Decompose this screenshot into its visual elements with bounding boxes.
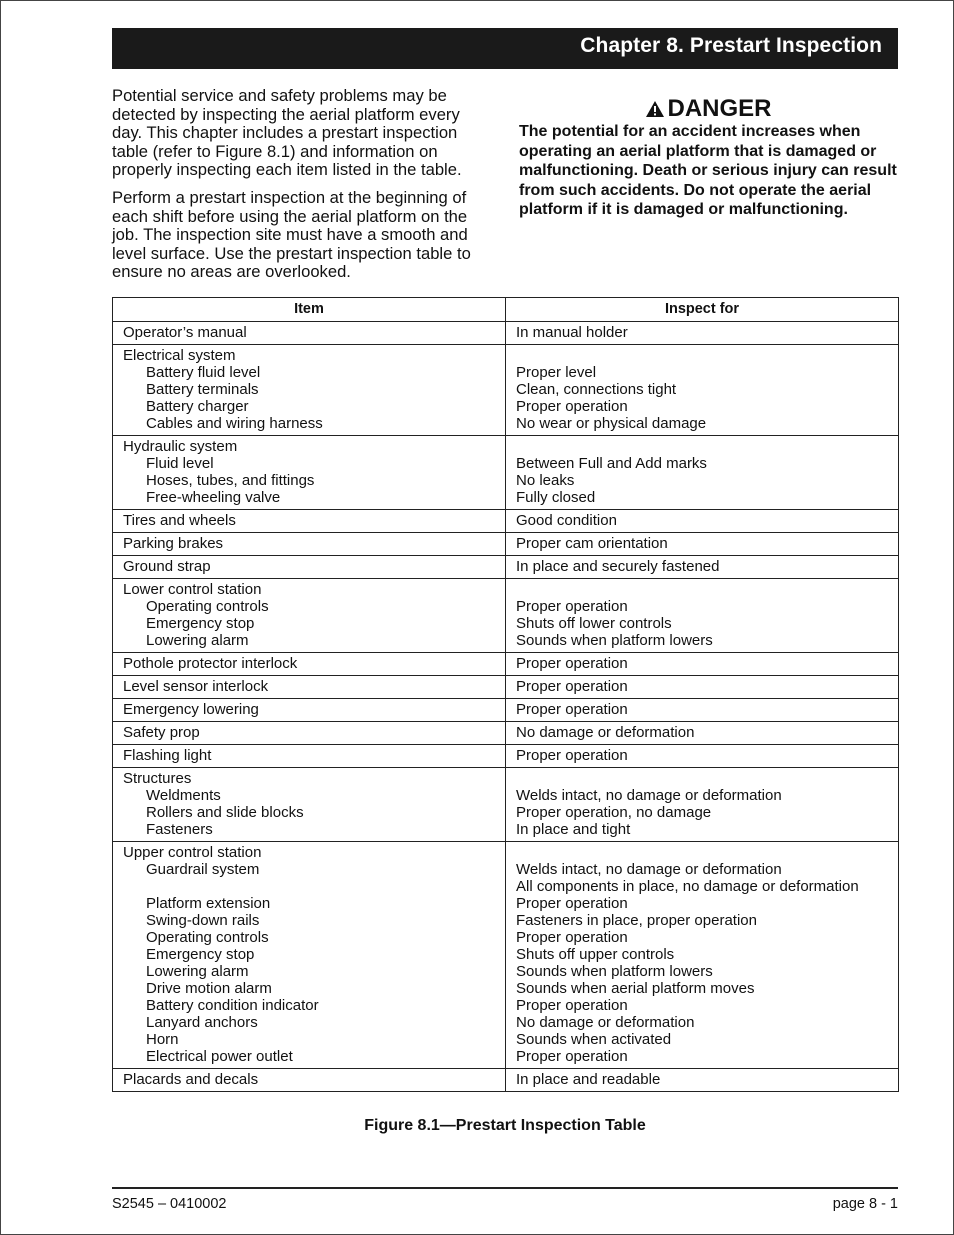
- item-label: Electrical system: [123, 347, 236, 364]
- sub-item-label: Drive motion alarm: [146, 980, 272, 997]
- item-label: Operator’s manual: [123, 324, 247, 341]
- table-row: [113, 842, 899, 1069]
- danger-text: The potential for an accident increases when operating an aerial platform that is damaged or malfunctioning. Death or serious injury can result from such accidents. Do not operate the aerial platform if it is damaged or malfunctioning.: [519, 123, 897, 218]
- inspect-criterion: In manual holder: [516, 324, 628, 341]
- item-cell: [113, 699, 506, 722]
- table-row: [113, 699, 899, 722]
- intro-paragraph-2: Perform a prestart inspection at the beginning of each shift before using the aerial platform on the job. The inspection site must have a smooth and level surface. Use the prestart inspection table to ensure no areas are overlooked.: [112, 187, 471, 282]
- item-cell: [113, 322, 506, 345]
- sub-item-label: Lowering alarm: [146, 963, 249, 980]
- sub-item-label: Weldments: [146, 787, 221, 804]
- inspect-criterion: No wear or physical damage: [516, 415, 707, 432]
- inspect-criterion: Proper operation: [516, 747, 628, 764]
- inspect-criterion: Fasteners in place, proper operation: [516, 912, 757, 929]
- inspect-cell: [506, 699, 899, 722]
- sub-item-label: Swing-down rails: [146, 912, 260, 929]
- table-row: [113, 510, 899, 533]
- inspect-criterion: Shuts off upper controls: [516, 946, 675, 963]
- page-number: page 8 - 1: [832, 1196, 898, 1212]
- inspect-criterion: Proper operation: [516, 895, 628, 912]
- inspect-cell: [506, 556, 899, 579]
- table-header-row: [113, 298, 899, 322]
- sub-item-label: Lowering alarm: [146, 632, 249, 649]
- inspect-criterion: Proper operation: [516, 997, 628, 1014]
- danger-notice: [519, 96, 904, 220]
- sub-item-label: Battery condition indicator: [146, 997, 319, 1014]
- sub-item-label: Emergency stop: [146, 615, 255, 632]
- inspect-criterion: Shuts off lower controls: [516, 615, 672, 632]
- sub-item-label: Operating controls: [146, 598, 269, 615]
- inspect-criterion: Good condition: [516, 512, 617, 529]
- item-label: Ground strap: [123, 558, 211, 575]
- inspect-criterion: Proper operation: [516, 655, 628, 672]
- inspect-criterion: Between Full and Add marks: [516, 455, 707, 472]
- sub-item-label: Battery terminals: [146, 381, 259, 398]
- intro-text: [112, 87, 490, 291]
- sub-item-label: Battery fluid level: [146, 364, 261, 381]
- inspect-criterion: In place and securely fastened: [516, 558, 720, 575]
- item-cell: [113, 345, 506, 436]
- table-row: [113, 722, 899, 745]
- item-label: Placards and decals: [123, 1071, 259, 1088]
- item-label: Emergency lowering: [123, 701, 259, 718]
- inspect-criterion: Proper cam orientation: [516, 535, 668, 552]
- sub-item-label: Cables and wiring harness: [146, 415, 323, 432]
- inspect-criterion: Proper level: [516, 364, 597, 381]
- inspect-cell: [506, 745, 899, 768]
- inspect-cell: [506, 768, 899, 842]
- sub-item-label: Free-wheeling valve: [146, 489, 281, 506]
- table-row: [113, 322, 899, 345]
- sub-item-label: Electrical power outlet: [146, 1048, 293, 1065]
- table-row: [113, 345, 899, 436]
- sub-item-label: Battery charger: [146, 398, 249, 415]
- inspect-cell: [506, 533, 899, 556]
- sub-item-label: [123, 878, 495, 895]
- sub-item-label: Horn: [146, 1031, 179, 1048]
- item-cell: [113, 533, 506, 556]
- sub-item-label: Operating controls: [146, 929, 269, 946]
- sub-item-label: Rollers and slide blocks: [146, 804, 304, 821]
- table-row: [113, 676, 899, 699]
- inspect-criterion: In place and readable: [516, 1071, 661, 1088]
- item-label: Safety prop: [123, 724, 200, 741]
- inspect-criterion: Clean, connections tight: [516, 381, 677, 398]
- inspect-cell: [506, 653, 899, 676]
- inspect-criterion: Sounds when platform lowers: [516, 963, 713, 980]
- prestart-inspection-table: [112, 297, 899, 1092]
- table-row: [113, 556, 899, 579]
- item-label: Upper control station: [123, 844, 262, 861]
- table-row: [113, 533, 899, 556]
- document-number: S2545 – 0410002: [112, 1196, 227, 1212]
- item-cell: [113, 436, 506, 510]
- inspect-criterion: No leaks: [516, 472, 575, 489]
- item-label: Lower control station: [123, 581, 262, 598]
- sub-item-label: Hoses, tubes, and fittings: [146, 472, 315, 489]
- table-row: [113, 579, 899, 653]
- danger-heading: DANGER: [667, 95, 772, 122]
- spacer: [516, 347, 888, 364]
- table-row: [113, 1069, 899, 1092]
- item-cell: [113, 510, 506, 533]
- item-cell: [113, 556, 506, 579]
- item-label: Level sensor interlock: [123, 678, 269, 695]
- inspect-criterion: Proper operation: [516, 929, 628, 946]
- inspect-criterion: Fully closed: [516, 489, 596, 506]
- spacer: [516, 844, 888, 861]
- table-row: [113, 653, 899, 676]
- inspect-criterion: Proper operation: [516, 398, 628, 415]
- item-label: Parking brakes: [123, 535, 224, 552]
- spacer: [516, 581, 888, 598]
- footer-rule: [112, 1187, 898, 1189]
- spacer: [516, 770, 888, 787]
- inspect-cell: [506, 722, 899, 745]
- item-cell: [113, 842, 506, 1069]
- item-cell: [113, 653, 506, 676]
- inspect-cell: [506, 579, 899, 653]
- inspect-criterion: Proper operation: [516, 598, 628, 615]
- item-label: Structures: [123, 770, 192, 787]
- figure-caption: Figure 8.1—Prestart Inspection Table: [364, 1117, 646, 1134]
- inspect-cell: [506, 322, 899, 345]
- inspect-criterion: In place and tight: [516, 821, 631, 838]
- item-cell: [113, 676, 506, 699]
- spacer: [516, 438, 888, 455]
- inspect-criterion: Proper operation: [516, 678, 628, 695]
- inspect-criterion: No damage or deformation: [516, 724, 695, 741]
- sub-item-label: Guardrail system: [146, 861, 260, 878]
- sub-item-label: Platform extension: [146, 895, 271, 912]
- chapter-title: Chapter 8. Prestart Inspection: [580, 34, 882, 57]
- inspect-criterion: Welds intact, no damage or deformation: [516, 787, 782, 804]
- inspect-criterion: Sounds when platform lowers: [516, 632, 713, 649]
- item-cell: [113, 722, 506, 745]
- inspect-cell: [506, 510, 899, 533]
- inspect-criterion: Sounds when aerial platform moves: [516, 980, 755, 997]
- sub-item-label: Fluid level: [146, 455, 214, 472]
- inspect-cell: [506, 436, 899, 510]
- inspect-cell: [506, 345, 899, 436]
- item-label: Pothole protector interlock: [123, 655, 298, 672]
- inspect-criterion: Welds intact, no damage or deformation: [516, 861, 782, 878]
- inspect-criterion: All components in place, no damage or deformation: [516, 878, 859, 895]
- item-label: Flashing light: [123, 747, 212, 764]
- table-row: [113, 436, 899, 510]
- intro-paragraph-1: Potential service and safety problems may be detected by inspecting the aerial platform every day. This chapter includes a prestart inspection table (refer to Figure 8.1) and information on properly inspecting each item listed in the table.: [112, 86, 462, 180]
- inspect-criterion: Proper operation: [516, 1048, 628, 1065]
- column-header-inspect-for: Inspect for: [506, 298, 899, 322]
- column-header-item: Item: [113, 298, 506, 322]
- inspect-cell: [506, 1069, 899, 1092]
- inspect-criterion: Sounds when activated: [516, 1031, 672, 1048]
- sub-item-label: Lanyard anchors: [146, 1014, 258, 1031]
- chapter-header-bar: [112, 28, 898, 69]
- inspect-cell: [506, 676, 899, 699]
- item-cell: [113, 579, 506, 653]
- item-cell: [113, 768, 506, 842]
- item-label: Hydraulic system: [123, 438, 238, 455]
- item-cell: [113, 1069, 506, 1092]
- sub-item-label: Emergency stop: [146, 946, 255, 963]
- warning-triangle-icon: [645, 100, 665, 118]
- table-row: [113, 745, 899, 768]
- item-cell: [113, 745, 506, 768]
- sub-item-label: Fasteners: [146, 821, 213, 838]
- item-label: Tires and wheels: [123, 512, 236, 529]
- table-row: [113, 768, 899, 842]
- inspect-criterion: No damage or deformation: [516, 1014, 695, 1031]
- inspect-criterion: Proper operation, no damage: [516, 804, 712, 821]
- inspect-cell: [506, 842, 899, 1069]
- inspect-criterion: Proper operation: [516, 701, 628, 718]
